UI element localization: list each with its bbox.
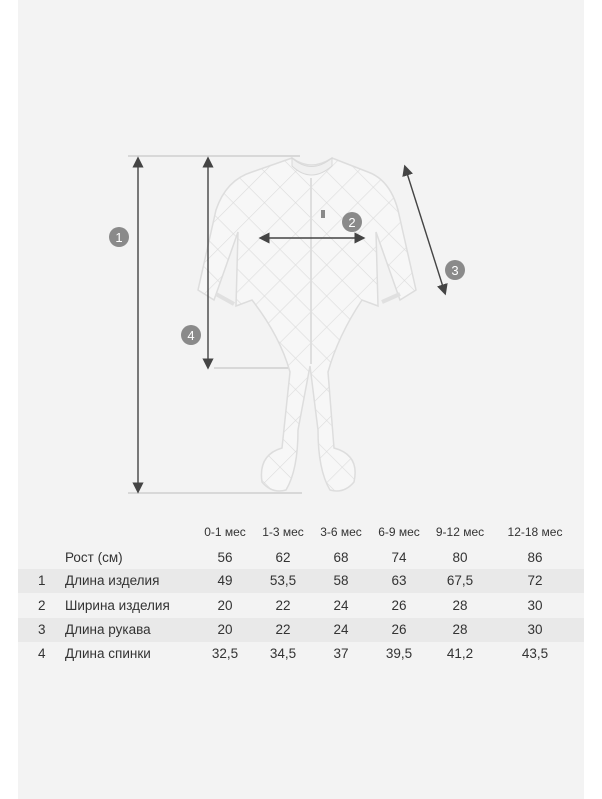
row-label: Рост (см): [65, 550, 123, 565]
row-number: 4: [38, 646, 46, 661]
table-cell: 67,5: [446, 573, 474, 588]
table-row: [18, 594, 584, 618]
table-cell: 34,5: [269, 646, 297, 661]
table-cell: 37: [333, 646, 349, 661]
table-cell: 58: [333, 573, 349, 588]
table-cell: 28: [452, 622, 468, 637]
svg-text:2: 2: [348, 215, 356, 230]
sleepsuit-illustration: [198, 158, 416, 491]
marker-3: [445, 260, 465, 280]
table-cell: 74: [391, 550, 407, 565]
table-cell: 24: [333, 598, 349, 613]
marker-4: [181, 325, 201, 345]
column-header: 3-6 мес: [320, 525, 362, 539]
table-cell: 28: [452, 598, 468, 613]
table-cell: 26: [391, 622, 407, 637]
column-header: 6-9 мес: [378, 525, 420, 539]
table-row: [18, 569, 584, 593]
table-cell: 49: [217, 573, 233, 588]
table-cell: 39,5: [385, 646, 413, 661]
table-header-row: [18, 520, 584, 544]
row-label: Длина изделия: [65, 573, 160, 588]
row-number: 2: [38, 598, 46, 613]
row-label: Длина рукава: [65, 622, 151, 637]
svg-text:3: 3: [451, 263, 459, 278]
table-cell: 20: [217, 598, 233, 613]
column-header: 0-1 мес: [204, 525, 246, 539]
row-label: Длина спинки: [65, 646, 151, 661]
svg-text:1: 1: [115, 230, 123, 245]
table-row: [18, 546, 584, 570]
table-cell: 30: [527, 598, 543, 613]
table-cell: 20: [217, 622, 233, 637]
row-number: [38, 546, 52, 570]
table-cell: 72: [527, 573, 543, 588]
column-header: 12-18 мес: [507, 525, 563, 539]
table-cell: 53,5: [269, 573, 297, 588]
table-cell: 80: [452, 550, 468, 565]
table-cell: 68: [333, 550, 349, 565]
svg-text:4: 4: [187, 328, 195, 343]
column-header: 9-12 мес: [435, 525, 485, 539]
table-cell: 41,2: [446, 646, 474, 661]
table-cell: 43,5: [521, 646, 549, 661]
table-cell: 30: [527, 622, 543, 637]
table-row: [18, 642, 584, 666]
table-cell: 86: [527, 550, 543, 565]
table-cell: 24: [333, 622, 349, 637]
table-cell: 26: [391, 598, 407, 613]
table-cell: 63: [391, 573, 407, 588]
table-cell: 62: [275, 550, 291, 565]
row-number: 3: [38, 622, 46, 637]
table-row: [18, 618, 584, 642]
table-cell: 22: [275, 622, 291, 637]
table-cell: 32,5: [211, 646, 239, 661]
marker-2: [342, 212, 362, 232]
table-cell: 22: [275, 598, 291, 613]
row-label: Ширина изделия: [65, 598, 170, 613]
marker-1: [109, 227, 129, 247]
table-cell: 56: [217, 550, 233, 565]
column-header: 1-3 мес: [262, 525, 304, 539]
row-number: 1: [38, 573, 46, 588]
